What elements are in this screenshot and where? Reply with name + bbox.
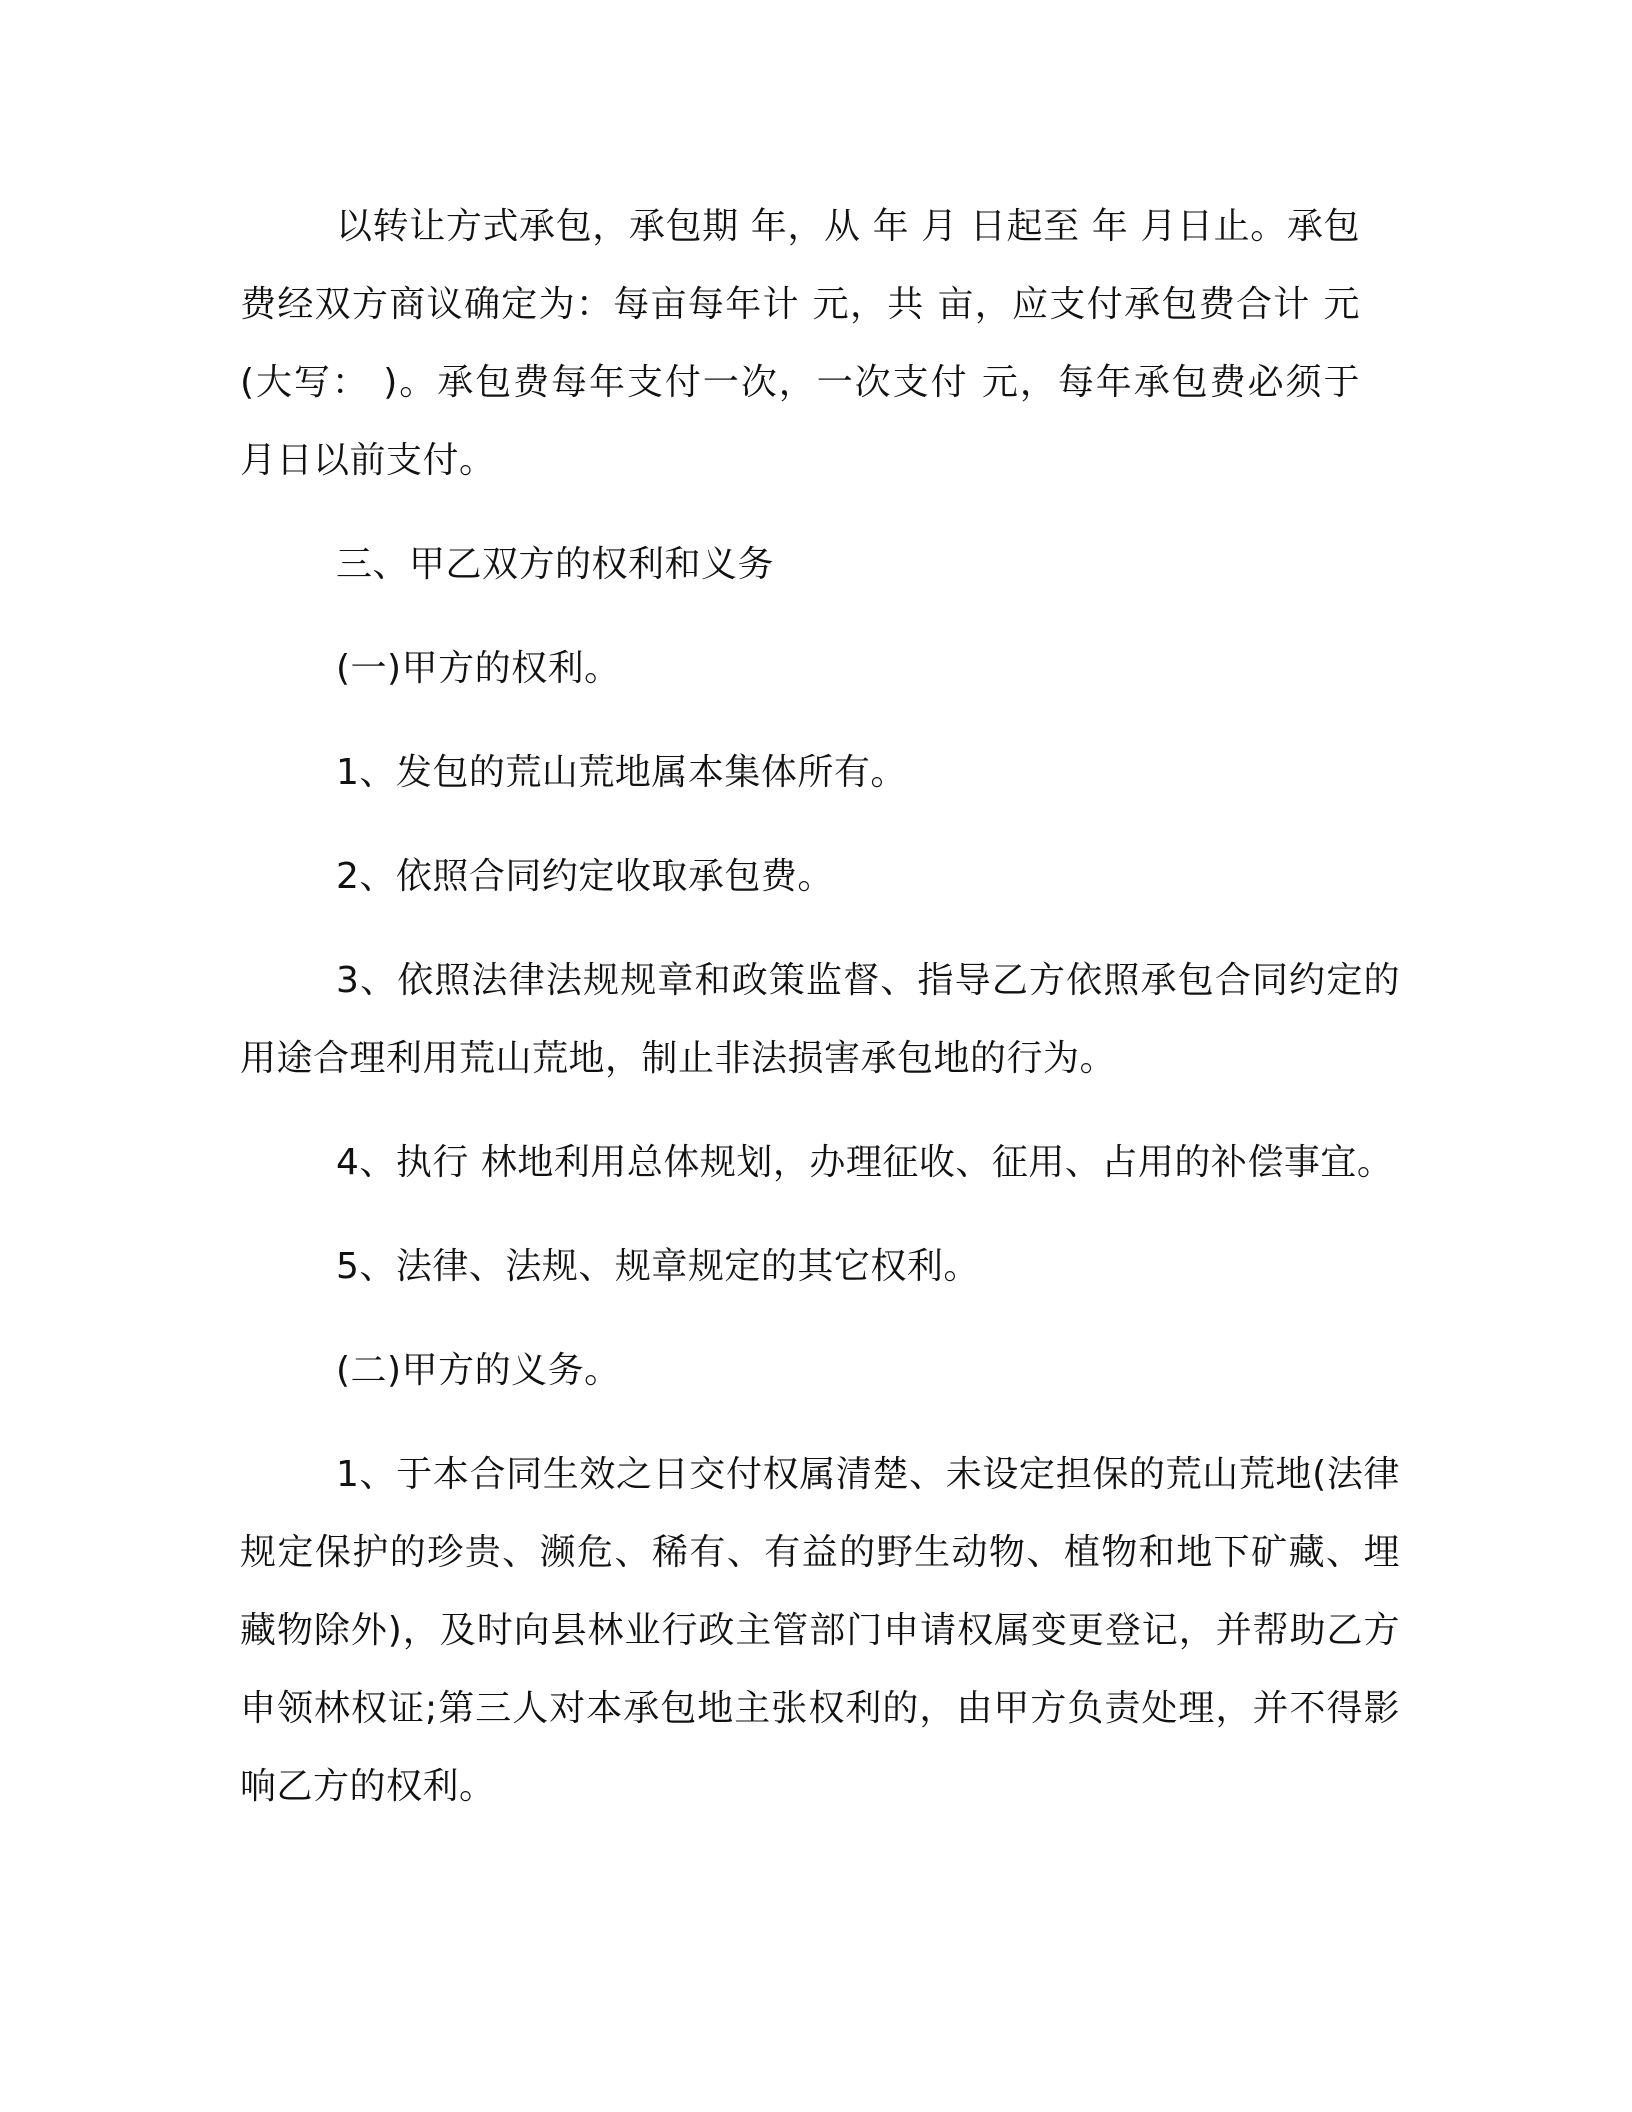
- subheading-party-a-rights: (一)甲方的权利。: [336, 648, 621, 689]
- list-item-a-right-2: 2、依照合同约定收取承包费。: [336, 856, 834, 897]
- subheading-party-a-obligations: (二)甲方的义务。: [336, 1350, 621, 1391]
- section-heading-rights-obligations: 三、甲乙双方的权利和义务: [336, 544, 775, 585]
- list-item-a-right-5: 5、法律、法规、规章规定的其它权利。: [336, 1246, 980, 1287]
- list-item-a-right-3: 3、依照法律法规规章和政策监督、指导乙方依照承包合同约定的用途合理利用荒山荒地，制止非法损害承包地的行为。: [240, 960, 1400, 1079]
- list-item-a-obligation-1: 1、于本合同生效之日交付权属清楚、未设定担保的荒山荒地(法律规定保护的珍贵、濒危、稀有、有益的野生动物、植物和地下矿藏、埋藏物除外)，及时向县林业行政主管部门申请权属变更登记，并帮助乙方申领林权证;第三人对本承包地主张权利的，由甲方负责处理，并不得影响乙方的权利。: [240, 1454, 1400, 1807]
- list-item-a-right-1: 1、发包的荒山荒地属本集体所有。: [336, 752, 907, 793]
- paragraph-contract-term-fee: 以转让方式承包，承包期 年，从 年 月 日起至 年 月日止。承包费经双方商议确定为：每亩每年计 元，共 亩，应支付承包费合计 元(大写： )。承包费每年支付一次，一次支付 元，每年承包费必须于 月日以前支付。: [240, 206, 1360, 481]
- document-body: [240, 188, 1400, 1826]
- list-item-a-right-4: 4、执行 林地利用总体规划，办理征收、征用、占用的补偿事宜。: [336, 1142, 1394, 1183]
